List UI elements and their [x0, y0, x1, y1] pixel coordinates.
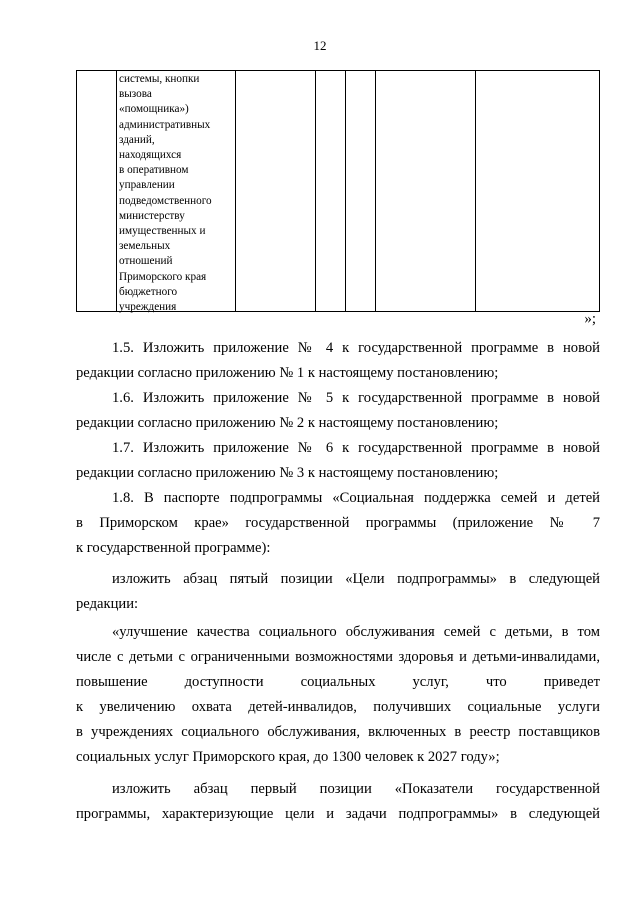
- table-cell-description: системы, кнопки вызова «помощника») административных зданий, находящихся в оперативном управлении подведомственного министерству имущественных и земельных отношений Приморского края бюджетного учреждения: [119, 73, 212, 314]
- text-line: изложить абзац пятый позиции «Цели подпрограммы» в следующей: [112, 571, 600, 587]
- text-line: редакции согласно приложению № 1 к настоящему постановлению;: [76, 365, 499, 381]
- text-line: к государственной программе):: [76, 540, 271, 556]
- paragraph-indicators-instruction: [76, 777, 600, 827]
- table-column-divider: [315, 71, 316, 311]
- text-line: числе с детьми с ограниченными возможностями здоровья и детьми-инвалидами,: [76, 649, 600, 665]
- paragraph-1-7: [76, 436, 600, 486]
- text-line: социальных услуг Приморского края, до 1300 человек к 2027 году»;: [76, 749, 500, 765]
- text-line: к увеличению охвата детей-инвалидов, получивших социальные услуги: [76, 699, 600, 715]
- text-line: в учреждениях социального обслуживания, включенных в реестр поставщиков: [76, 724, 600, 740]
- text-line: 1.8. В паспорте подпрограммы «Социальная поддержка семей и детей: [112, 490, 600, 506]
- table-column-divider: [116, 71, 117, 311]
- paragraph-1-8: [76, 486, 600, 561]
- table-column-divider: [475, 71, 476, 311]
- paragraph-1-6: [76, 386, 600, 436]
- text-line: редакции согласно приложению № 2 к настоящему постановлению;: [76, 415, 499, 431]
- text-line: «улучшение качества социального обслуживания семей с детьми, в том: [112, 624, 600, 640]
- text-line: редакции:: [76, 596, 139, 612]
- text-line: 1.7. Изложить приложение № 6 к государственной программе в новой: [112, 440, 600, 456]
- table-column-divider: [345, 71, 346, 311]
- text-line: 1.6. Изложить приложение № 5 к государственной программе в новой: [112, 390, 600, 406]
- paragraph-goals-text: [76, 620, 600, 770]
- text-line: в Приморском крае» государственной программы (приложение № 7: [76, 515, 600, 531]
- paragraph-1-5: [76, 336, 600, 386]
- table-column-divider: [375, 71, 376, 311]
- text-line: программы, характеризующие цели и задачи подпрограммы» в следующей: [76, 806, 600, 822]
- text-line: редакции согласно приложению № 3 к настоящему постановлению;: [76, 465, 499, 481]
- text-line: изложить абзац первый позиции «Показатели государственной: [112, 781, 600, 797]
- text-line: 1.5. Изложить приложение № 4 к государственной программе в новой: [112, 340, 600, 356]
- text-line: повышение доступности социальных услуг, что приведет: [76, 674, 600, 690]
- closing-quote: »;: [584, 311, 596, 327]
- table-fragment: [76, 70, 600, 312]
- page-number: 12: [313, 38, 327, 53]
- paragraph-goals-instruction: [76, 567, 600, 617]
